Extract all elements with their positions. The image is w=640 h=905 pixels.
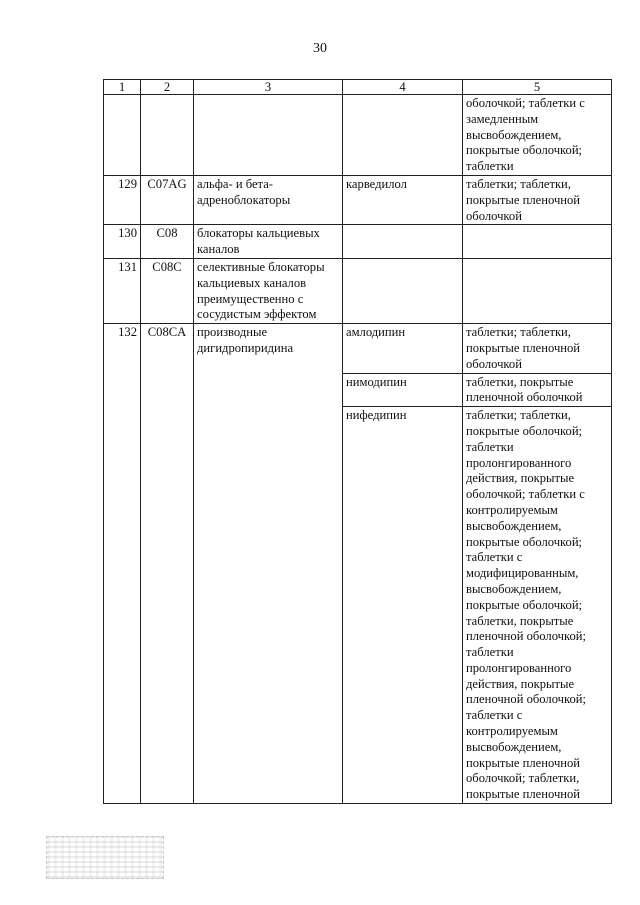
- drug-name: карведилол: [343, 175, 463, 224]
- drug-name: [343, 258, 463, 323]
- atc-code: [141, 95, 194, 176]
- group-name: альфа- и бета-адреноблокаторы: [194, 175, 343, 224]
- row-number: 130: [104, 225, 141, 259]
- drug-name: [343, 225, 463, 259]
- column-header: 4: [343, 80, 463, 95]
- blurred-stamp: [46, 836, 164, 879]
- atc-code: C07AG: [141, 175, 194, 224]
- atc-code: C08C: [141, 258, 194, 323]
- medication-table: [103, 79, 612, 804]
- row-number: 129: [104, 175, 141, 224]
- column-header: 5: [463, 80, 612, 95]
- drug-name: нимодипин: [343, 373, 463, 407]
- dosage-form: оболочкой; таблетки с замедленным высвобождением, покрытые оболочкой; таблетки: [463, 95, 612, 176]
- drug-name: нифедипин: [343, 407, 463, 804]
- dosage-form: [463, 225, 612, 259]
- row-number: 131: [104, 258, 141, 323]
- column-header: 3: [194, 80, 343, 95]
- group-name: блокаторы кальциевых каналов: [194, 225, 343, 259]
- drug-name: амлодипин: [343, 324, 463, 373]
- dosage-form: таблетки; таблетки, покрытые пленочной оболочкой: [463, 175, 612, 224]
- table-row: [104, 324, 612, 373]
- column-header: 1: [104, 80, 141, 95]
- drug-name: [343, 95, 463, 176]
- dosage-form: таблетки, покрытые пленочной оболочкой: [463, 373, 612, 407]
- table-row: [104, 225, 612, 259]
- table-row: [104, 175, 612, 224]
- group-name: селективные блокаторы кальциевых каналов преимущественно с сосудистым эффектом: [194, 258, 343, 323]
- table-header-row: [104, 80, 612, 95]
- atc-code: C08CA: [141, 324, 194, 804]
- row-number: [104, 95, 141, 176]
- dosage-form: [463, 258, 612, 323]
- dosage-form: таблетки; таблетки, покрытые пленочной оболочкой: [463, 324, 612, 373]
- table-row: [104, 258, 612, 323]
- row-number: 132: [104, 324, 141, 804]
- group-name: производные дигидропиридина: [194, 324, 343, 804]
- group-name: [194, 95, 343, 176]
- dosage-form: таблетки; таблетки, покрытые оболочкой; таблетки пролонгированного действия, покрытые оболочкой; таблетки с контролируемым высвобождением, покрытые оболочкой; таблетки с модифицированным, высвобождением, покрытые оболочкой; таблетки, покрытые пленочной оболочкой; таблетки пролонгированного действия, покрытые пленочной оболочкой; таблетки с контролируемым высвобождением, покрытые пленочной оболочкой; таблетки, покрытые пленочной: [463, 407, 612, 804]
- atc-code: C08: [141, 225, 194, 259]
- column-header: 2: [141, 80, 194, 95]
- page-number: 30: [313, 41, 327, 56]
- table-row: [104, 95, 612, 176]
